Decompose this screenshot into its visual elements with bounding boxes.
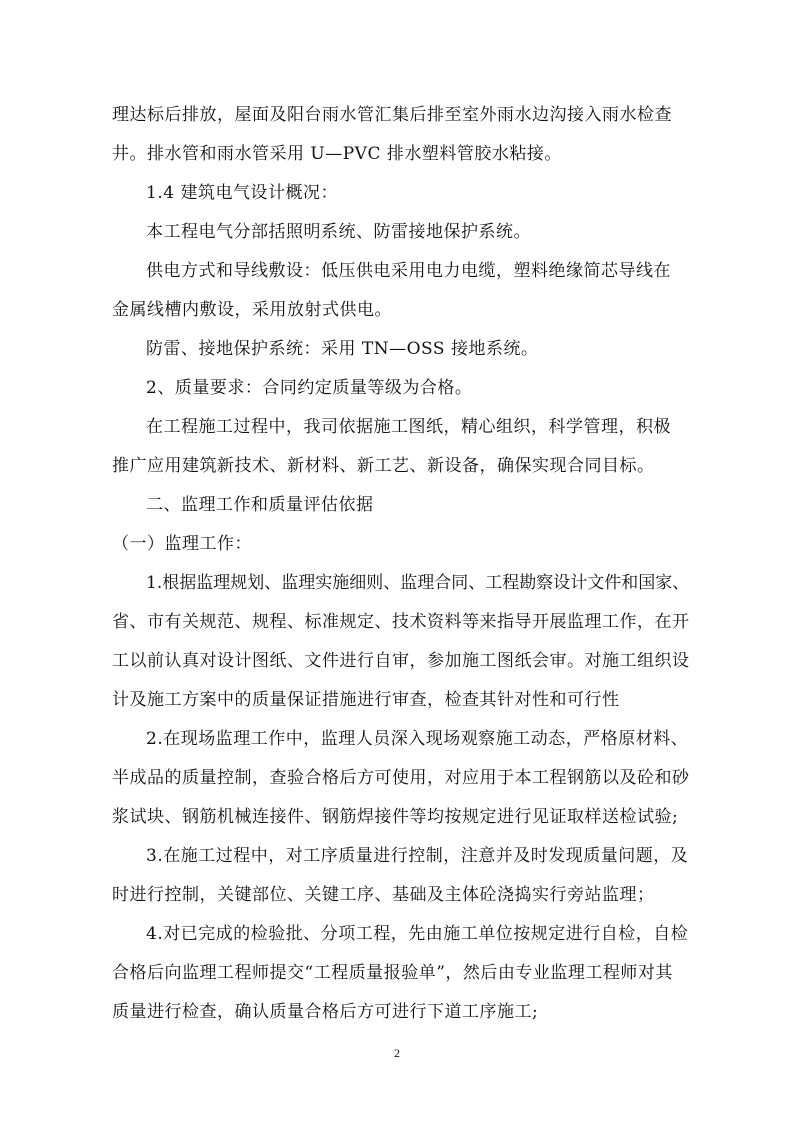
subsection-heading: （一）监理工作： (112, 534, 252, 554)
paragraph-line: 推广应用建筑新技术、新材料、新工艺、新设备，确保实现合同目标。 (112, 456, 655, 476)
paragraph-line: 计及施工方案中的质量保证措施进行审查，检查其针对性和可行性 (112, 690, 620, 710)
paragraph-line: 防雷、接地保护系统：采用 TN—OSS 接地系统。 (146, 339, 539, 359)
paragraph-line: 浆试块、钢筋机械连接件、钢筋焊接件等均按规定进行见证取样送检试验; (112, 807, 679, 827)
paragraph-line: 3.在施工过程中，对工序质量进行控制，注意并及时发现质量问题，及 (146, 846, 689, 866)
paragraph-line: 在工程施工过程中，我司依据施工图纸，精心组织，科学管理，积极 (146, 417, 671, 437)
page-number: 2 (394, 1046, 400, 1060)
section-heading: 二、监理工作和质量评估依据 (146, 495, 374, 515)
paragraph-line: 2、质量要求：合同约定质量等级为合格。 (146, 378, 473, 398)
paragraph-line: 供电方式和导线敷设：低压供电采用电力电缆，塑料绝缘简芯导线在 (146, 261, 671, 281)
paragraph-line: 合格后向监理工程师提交“工程质量报验单”，然后由专业监理工程师对其 (112, 963, 673, 983)
paragraph-line: 工以前认真对设计图纸、文件进行自审，参加施工图纸会审。对施工组织设 (112, 651, 690, 671)
paragraph-line: 半成品的质量控制，查验合格后方可使用，对应用于本工程钢筋以及砼和砂 (112, 768, 690, 788)
paragraph-line: 2.在现场监理工作中，监理人员深入现场观察施工动态，严格原材料、 (146, 729, 689, 749)
paragraph-line: 质量进行检查，确认质量合格后方可进行下道工序施工; (112, 1002, 539, 1022)
paragraph-line: 理达标后排放，屋面及阳台雨水管汇集后排至室外雨水边沟接入雨水检查 (112, 105, 672, 125)
paragraph-line: 省、市有关规范、规程、标准规定、技术资料等来指导开展监理工作，在开 (112, 612, 690, 632)
section-heading: 1.4 建筑电气设计概况： (146, 183, 338, 203)
paragraph-line: 1.根据监理规划、监理实施细则、监理合同、工程勘察设计文件和国家、 (146, 573, 690, 593)
paragraph-line: 本工程电气分部括照明系统、防雷接地保护系统。 (146, 222, 531, 242)
paragraph-line: 井。排水管和雨水管采用 U—PVC 排水塑料管胶水粘接。 (112, 144, 562, 164)
paragraph-line: 金属线槽内敷设，采用放射式供电。 (112, 300, 392, 320)
paragraph-line: 4.对已完成的检验批、分项工程，先由施工单位按规定进行自检，自检 (146, 924, 689, 944)
paragraph-line: 时进行控制，关键部位、关键工序、基础及主体砼浇捣实行旁站监理； (112, 885, 655, 905)
